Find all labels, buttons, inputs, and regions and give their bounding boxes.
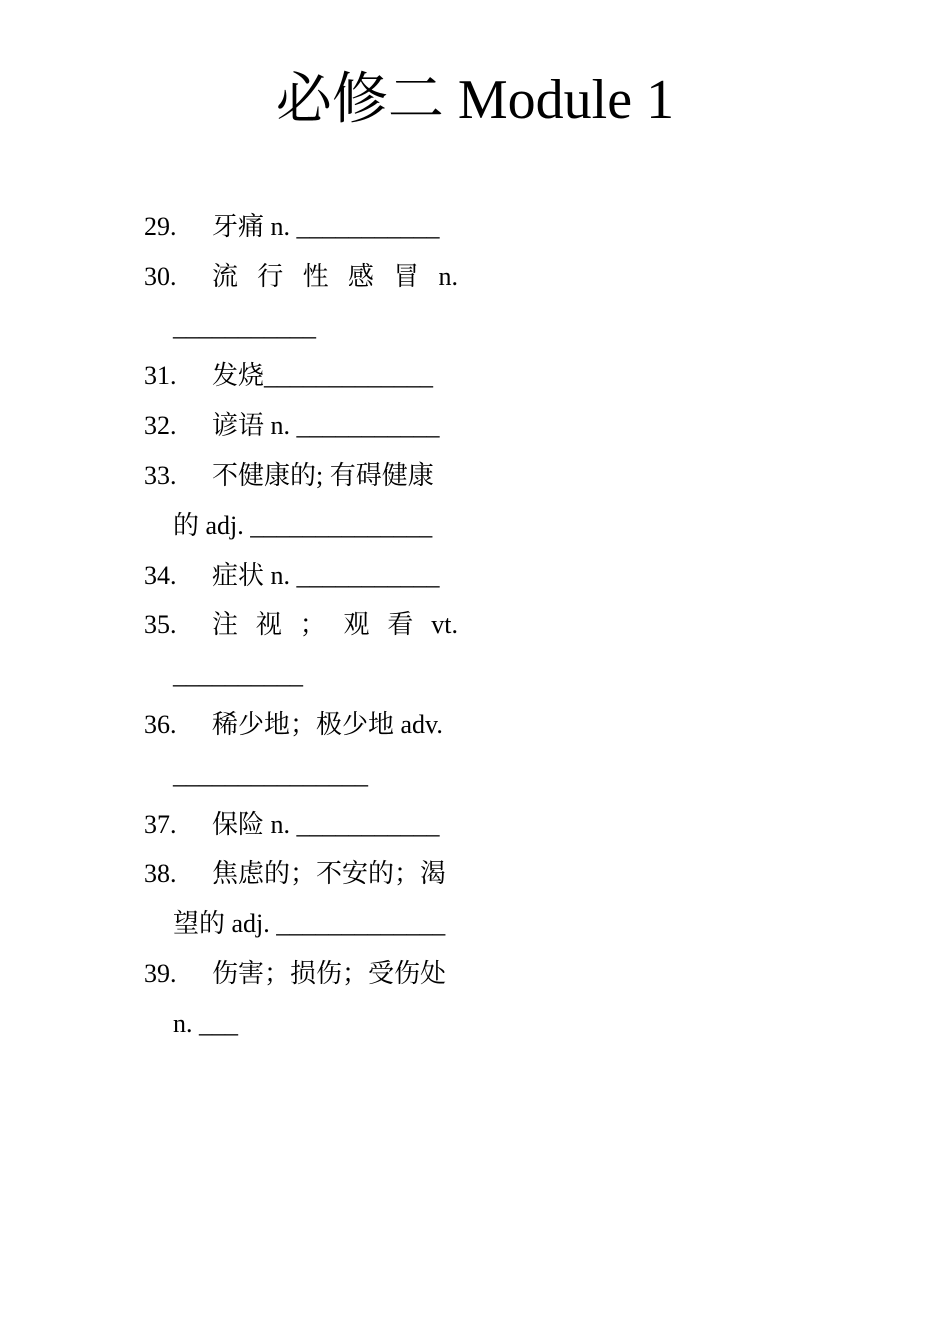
- list-item: [144, 700, 458, 750]
- item-number: 36.: [144, 709, 177, 739]
- list-item: [144, 252, 458, 302]
- item-char: vt.: [431, 610, 458, 640]
- item-text: 发烧_____________: [212, 361, 434, 391]
- list-item: [144, 351, 458, 401]
- item-number: 31.: [144, 361, 177, 391]
- page-title: 必修二 Module 1: [275, 69, 675, 131]
- item-number: 34.: [144, 560, 177, 590]
- item-number: 32.: [144, 411, 177, 441]
- list-item: [144, 451, 458, 501]
- item-continuation: n. ___: [173, 1008, 238, 1038]
- item-number: 33.: [144, 460, 177, 490]
- item-char: ；: [299, 610, 326, 640]
- item-text: 牙痛 n. ___________: [212, 212, 440, 241]
- list-item: [144, 600, 458, 650]
- item-char: 流: [212, 261, 239, 291]
- item-number: 38.: [144, 859, 177, 889]
- item-char: 行: [257, 261, 284, 291]
- item-number: 39.: [144, 958, 177, 988]
- list-item: [144, 551, 458, 601]
- item-text: 谚语 n. ___________: [212, 411, 440, 441]
- item-number: 29.: [144, 212, 177, 241]
- item-char: 冒: [393, 261, 420, 291]
- item-char: 视: [255, 610, 282, 640]
- item-char: 注: [212, 610, 239, 640]
- item-text: 伤害；损伤；受伤处: [212, 958, 447, 988]
- item-continuation: _______________: [173, 759, 368, 789]
- item-continuation: 望的 adj. _____________: [173, 909, 446, 939]
- item-continuation: 的 adj. ______________: [173, 510, 433, 540]
- item-continuation: ___________: [173, 311, 316, 341]
- item-char: 观: [343, 610, 370, 640]
- item-text: 保险 n. ___________: [212, 809, 440, 839]
- vocab-list: [144, 202, 458, 1049]
- list-item: [144, 800, 458, 850]
- item-text: 焦虑的；不安的；渴: [212, 859, 447, 889]
- item-number: 37.: [144, 809, 177, 839]
- item-text: 症状 n. ___________: [212, 560, 440, 590]
- item-text: 不健康的; 有碍健康: [212, 460, 434, 490]
- list-item: [144, 401, 458, 451]
- item-number: 30.: [144, 261, 177, 291]
- list-item: [144, 949, 458, 999]
- list-item: [144, 849, 458, 899]
- item-char: 看: [387, 610, 414, 640]
- item-number: 35.: [144, 610, 177, 640]
- item-continuation: __________: [173, 660, 303, 690]
- item-char: 性: [302, 261, 329, 291]
- item-char: 感: [347, 261, 374, 291]
- item-char: n.: [438, 261, 458, 291]
- list-item: [144, 202, 458, 252]
- item-text: [212, 252, 458, 302]
- item-text: 稀少地；极少地 adv.: [212, 709, 443, 739]
- item-text: [212, 600, 458, 650]
